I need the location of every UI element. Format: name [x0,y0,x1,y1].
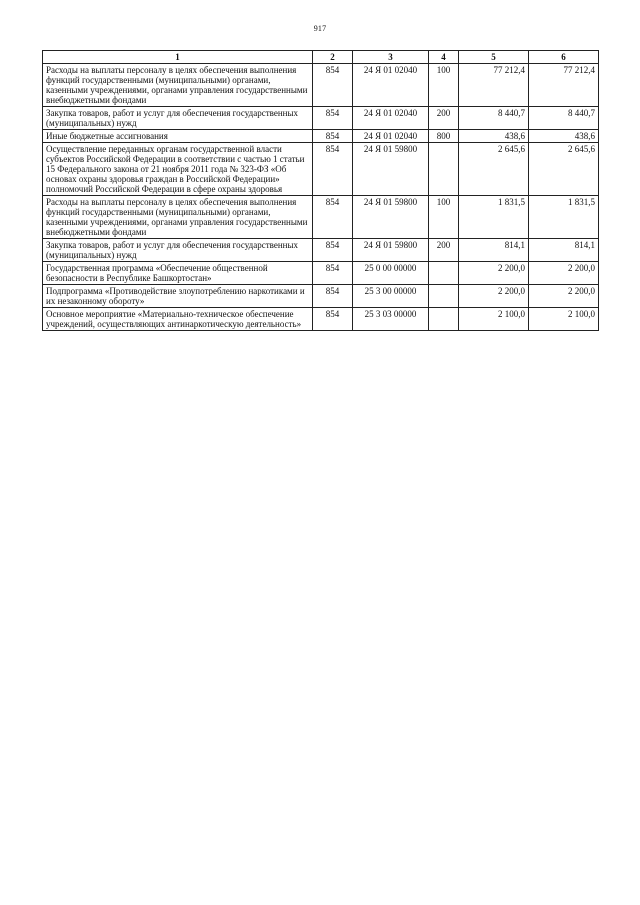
table-row [43,64,599,107]
page-number: 917 [313,24,327,33]
row-amount-1: 8 440,7 [459,107,529,130]
row-amount-2: 2 200,0 [529,262,599,285]
row-target-article: 24 Я 01 59800 [353,239,429,262]
row-name: Государственная программа «Обеспечение общественной безопасности в Республике Башкортостан» [43,262,313,285]
row-target-article: 24 Я 01 59800 [353,196,429,239]
row-ministry-code: 854 [313,143,353,196]
row-target-article: 24 Я 01 02040 [353,64,429,107]
row-ministry-code: 854 [313,262,353,285]
row-ministry-code: 854 [313,64,353,107]
row-ministry-code: 854 [313,285,353,308]
row-amount-2: 438,6 [529,130,599,143]
row-name: Закупка товаров, работ и услуг для обеспечения государственных (муниципальных) нужд [43,239,313,262]
row-ministry-code: 854 [313,107,353,130]
row-expense-type: 200 [429,239,459,262]
row-ministry-code: 854 [313,239,353,262]
row-expense-type [429,262,459,285]
row-expense-type: 100 [429,64,459,107]
table-row [43,130,599,143]
row-ministry-code: 854 [313,196,353,239]
row-target-article: 25 3 03 00000 [353,308,429,331]
column-header-5: 5 [459,51,529,64]
row-target-article: 24 Я 01 02040 [353,107,429,130]
row-amount-1: 2 645,6 [459,143,529,196]
row-amount-2: 2 645,6 [529,143,599,196]
row-name: Расходы на выплаты персоналу в целях обеспечения выполнения функций государственными (муниципальными) органами, казенными учреждениями, органами управления государственными внебюджетными фондами [43,196,313,239]
row-amount-2: 2 100,0 [529,308,599,331]
column-header-3: 3 [353,51,429,64]
table-row [43,143,599,196]
row-ministry-code: 854 [313,130,353,143]
row-amount-1: 814,1 [459,239,529,262]
row-amount-1: 438,6 [459,130,529,143]
row-target-article: 25 0 00 00000 [353,262,429,285]
row-name: Основное мероприятие «Материально-техническое обеспечение учреждений, осуществляющих антинаркотическую деятельность» [43,308,313,331]
row-target-article: 24 Я 01 02040 [353,130,429,143]
row-amount-1: 2 200,0 [459,262,529,285]
row-amount-1: 2 100,0 [459,308,529,331]
row-expense-type [429,308,459,331]
table-row [43,262,599,285]
row-target-article: 25 3 00 00000 [353,285,429,308]
row-expense-type [429,285,459,308]
row-name: Осуществление переданных органам государственной власти субъектов Российской Федерации в соответствии с частью 1 статьи 15 Федерального закона от 21 ноября 2011 года № 323-ФЗ «Об основах охраны здоровья граждан в Российской Федерации» полномочий Российской Федерации в сфере охраны здоровья [43,143,313,196]
column-header-4: 4 [429,51,459,64]
row-amount-2: 8 440,7 [529,107,599,130]
table-row [43,308,599,331]
row-expense-type [429,143,459,196]
row-name: Иные бюджетные ассигнования [43,130,313,143]
row-amount-1: 2 200,0 [459,285,529,308]
row-amount-2: 1 831,5 [529,196,599,239]
row-expense-type: 800 [429,130,459,143]
table-row [43,107,599,130]
row-name: Закупка товаров, работ и услуг для обеспечения государственных (муниципальных) нужд [43,107,313,130]
row-expense-type: 100 [429,196,459,239]
row-amount-1: 1 831,5 [459,196,529,239]
row-name: Расходы на выплаты персоналу в целях обеспечения выполнения функций государственными (муниципальными) органами, казенными учреждениями, органами управления государственными внебюджетными фондами [43,64,313,107]
row-amount-1: 77 212,4 [459,64,529,107]
column-header-6: 6 [529,51,599,64]
row-target-article: 24 Я 01 59800 [353,143,429,196]
table-row [43,285,599,308]
row-name: Подпрограмма «Противодействие злоупотреблению наркотиками и их незаконному обороту» [43,285,313,308]
row-amount-2: 2 200,0 [529,285,599,308]
column-header-1: 1 [43,51,313,64]
budget-table [42,50,599,331]
row-amount-2: 814,1 [529,239,599,262]
table-row [43,239,599,262]
row-ministry-code: 854 [313,308,353,331]
row-amount-2: 77 212,4 [529,64,599,107]
table-row [43,196,599,239]
column-header-2: 2 [313,51,353,64]
row-expense-type: 200 [429,107,459,130]
table-header-row [43,51,599,64]
